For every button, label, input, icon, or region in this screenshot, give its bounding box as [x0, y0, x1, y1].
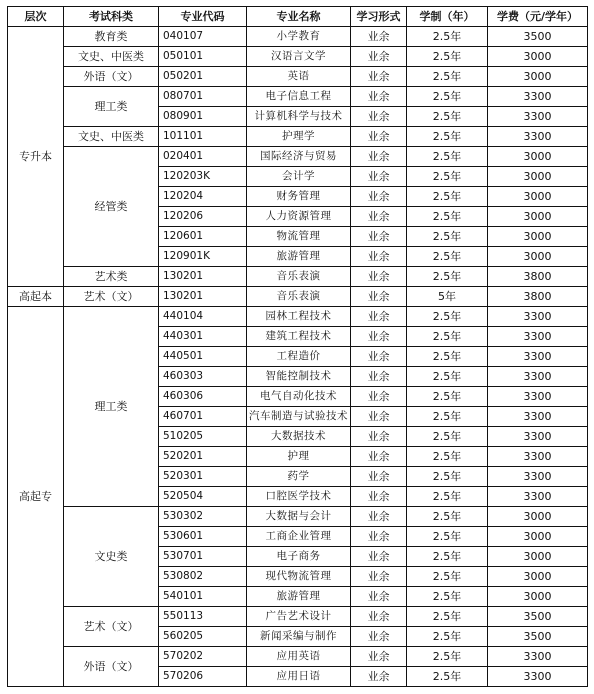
- tuition-cell: 3000: [488, 207, 588, 227]
- major-code-cell: 530601: [159, 527, 247, 547]
- tuition-cell: 3300: [488, 347, 588, 367]
- tuition-cell: 3000: [488, 187, 588, 207]
- study-mode-cell: 业余: [351, 87, 407, 107]
- tuition-cell: 3300: [488, 107, 588, 127]
- table-row: [8, 67, 588, 87]
- study-mode-cell: 业余: [351, 547, 407, 567]
- major-name-cell: 电子信息工程: [247, 87, 351, 107]
- major-name-cell: 工商企业管理: [247, 527, 351, 547]
- major-code-cell: 050101: [159, 47, 247, 67]
- major-name-cell: 电气自动化技术: [247, 387, 351, 407]
- study-mode-cell: 业余: [351, 167, 407, 187]
- header-major-code: 专业代码: [159, 7, 247, 27]
- duration-cell: 2.5年: [407, 307, 488, 327]
- major-name-cell: 人力资源管理: [247, 207, 351, 227]
- duration-cell: 2.5年: [407, 507, 488, 527]
- tuition-cell: 3000: [488, 227, 588, 247]
- major-code-cell: 520201: [159, 447, 247, 467]
- exam-category-cell: 教育类: [64, 27, 159, 47]
- major-name-cell: 现代物流管理: [247, 567, 351, 587]
- major-code-cell: 101101: [159, 127, 247, 147]
- major-code-cell: 540101: [159, 587, 247, 607]
- major-code-cell: 440501: [159, 347, 247, 367]
- tuition-cell: 3000: [488, 567, 588, 587]
- study-mode-cell: 业余: [351, 107, 407, 127]
- program-fee-table: [7, 6, 588, 687]
- duration-cell: 2.5年: [407, 647, 488, 667]
- major-name-cell: 音乐表演: [247, 287, 351, 307]
- tuition-cell: 3000: [488, 167, 588, 187]
- duration-cell: 2.5年: [407, 147, 488, 167]
- major-name-cell: 工程造价: [247, 347, 351, 367]
- program-table-container: [7, 6, 588, 687]
- duration-cell: 2.5年: [407, 387, 488, 407]
- table-row: [8, 507, 588, 527]
- study-mode-cell: 业余: [351, 67, 407, 87]
- study-mode-cell: 业余: [351, 187, 407, 207]
- study-mode-cell: 业余: [351, 267, 407, 287]
- header-duration: 学制（年）: [407, 7, 488, 27]
- major-code-cell: 510205: [159, 427, 247, 447]
- major-name-cell: 计算机科学与技术: [247, 107, 351, 127]
- table-row: [8, 607, 588, 627]
- table-row: [8, 647, 588, 667]
- level-cell: 高起专: [8, 307, 64, 687]
- header-major-name: 专业名称: [247, 7, 351, 27]
- study-mode-cell: 业余: [351, 467, 407, 487]
- header-row: [8, 7, 588, 27]
- study-mode-cell: 业余: [351, 567, 407, 587]
- major-code-cell: 020401: [159, 147, 247, 167]
- level-cell: 高起本: [8, 287, 64, 307]
- duration-cell: 2.5年: [407, 107, 488, 127]
- study-mode-cell: 业余: [351, 127, 407, 147]
- exam-category-cell: 经管类: [64, 147, 159, 267]
- duration-cell: 2.5年: [407, 47, 488, 67]
- major-code-cell: 520301: [159, 467, 247, 487]
- major-code-cell: 080901: [159, 107, 247, 127]
- major-name-cell: 药学: [247, 467, 351, 487]
- major-code-cell: 120206: [159, 207, 247, 227]
- major-code-cell: 440301: [159, 327, 247, 347]
- major-code-cell: 120204: [159, 187, 247, 207]
- exam-category-cell: 文史类: [64, 507, 159, 607]
- duration-cell: 2.5年: [407, 407, 488, 427]
- exam-category-cell: 文史、中医类: [64, 127, 159, 147]
- duration-cell: 2.5年: [407, 167, 488, 187]
- study-mode-cell: 业余: [351, 587, 407, 607]
- duration-cell: 2.5年: [407, 567, 488, 587]
- study-mode-cell: 业余: [351, 227, 407, 247]
- major-code-cell: 120601: [159, 227, 247, 247]
- tuition-cell: 3500: [488, 627, 588, 647]
- study-mode-cell: 业余: [351, 307, 407, 327]
- duration-cell: 2.5年: [407, 267, 488, 287]
- tuition-cell: 3300: [488, 427, 588, 447]
- major-name-cell: 汽车制造与试验技术: [247, 407, 351, 427]
- major-name-cell: 园林工程技术: [247, 307, 351, 327]
- duration-cell: 2.5年: [407, 247, 488, 267]
- study-mode-cell: 业余: [351, 427, 407, 447]
- major-name-cell: 智能控制技术: [247, 367, 351, 387]
- major-name-cell: 新闻采编与制作: [247, 627, 351, 647]
- exam-category-cell: 理工类: [64, 307, 159, 507]
- major-code-cell: 130201: [159, 287, 247, 307]
- major-name-cell: 大数据技术: [247, 427, 351, 447]
- header-study-mode: 学习形式: [351, 7, 407, 27]
- duration-cell: 2.5年: [407, 587, 488, 607]
- study-mode-cell: 业余: [351, 147, 407, 167]
- study-mode-cell: 业余: [351, 447, 407, 467]
- duration-cell: 5年: [407, 287, 488, 307]
- duration-cell: 2.5年: [407, 67, 488, 87]
- duration-cell: 2.5年: [407, 127, 488, 147]
- study-mode-cell: 业余: [351, 507, 407, 527]
- major-code-cell: 560205: [159, 627, 247, 647]
- duration-cell: 2.5年: [407, 87, 488, 107]
- duration-cell: 2.5年: [407, 227, 488, 247]
- study-mode-cell: 业余: [351, 627, 407, 647]
- study-mode-cell: 业余: [351, 347, 407, 367]
- table-row: [8, 47, 588, 67]
- major-code-cell: 040107: [159, 27, 247, 47]
- tuition-cell: 3300: [488, 407, 588, 427]
- major-name-cell: 旅游管理: [247, 587, 351, 607]
- tuition-cell: 3300: [488, 667, 588, 687]
- major-code-cell: 120203K: [159, 167, 247, 187]
- major-name-cell: 护理学: [247, 127, 351, 147]
- major-code-cell: 530701: [159, 547, 247, 567]
- major-code-cell: 080701: [159, 87, 247, 107]
- table-row: [8, 307, 588, 327]
- duration-cell: 2.5年: [407, 327, 488, 347]
- major-code-cell: 570202: [159, 647, 247, 667]
- table-body: [8, 27, 588, 687]
- exam-category-cell: 外语（文）: [64, 67, 159, 87]
- duration-cell: 2.5年: [407, 347, 488, 367]
- header-level: 层次: [8, 7, 64, 27]
- duration-cell: 2.5年: [407, 367, 488, 387]
- tuition-cell: 3300: [488, 467, 588, 487]
- duration-cell: 2.5年: [407, 627, 488, 647]
- major-name-cell: 会计学: [247, 167, 351, 187]
- exam-category-cell: 外语（文）: [64, 647, 159, 687]
- exam-category-cell: 艺术（文）: [64, 287, 159, 307]
- major-name-cell: 护理: [247, 447, 351, 467]
- tuition-cell: 3800: [488, 267, 588, 287]
- tuition-cell: 3300: [488, 647, 588, 667]
- major-code-cell: 570206: [159, 667, 247, 687]
- study-mode-cell: 业余: [351, 607, 407, 627]
- study-mode-cell: 业余: [351, 367, 407, 387]
- duration-cell: 2.5年: [407, 487, 488, 507]
- major-name-cell: 应用英语: [247, 647, 351, 667]
- major-code-cell: 120901K: [159, 247, 247, 267]
- study-mode-cell: 业余: [351, 387, 407, 407]
- tuition-cell: 3300: [488, 447, 588, 467]
- major-name-cell: 电子商务: [247, 547, 351, 567]
- major-name-cell: 广告艺术设计: [247, 607, 351, 627]
- tuition-cell: 3800: [488, 287, 588, 307]
- level-cell: 专升本: [8, 27, 64, 287]
- duration-cell: 2.5年: [407, 427, 488, 447]
- exam-category-cell: 艺术（文）: [64, 607, 159, 647]
- study-mode-cell: 业余: [351, 47, 407, 67]
- major-code-cell: 460303: [159, 367, 247, 387]
- header-exam-category: 考试科类: [64, 7, 159, 27]
- tuition-cell: 3300: [488, 487, 588, 507]
- major-name-cell: 音乐表演: [247, 267, 351, 287]
- tuition-cell: 3300: [488, 367, 588, 387]
- tuition-cell: 3000: [488, 147, 588, 167]
- tuition-cell: 3000: [488, 527, 588, 547]
- study-mode-cell: 业余: [351, 207, 407, 227]
- tuition-cell: 3300: [488, 387, 588, 407]
- duration-cell: 2.5年: [407, 527, 488, 547]
- tuition-cell: 3000: [488, 67, 588, 87]
- major-code-cell: 130201: [159, 267, 247, 287]
- major-name-cell: 旅游管理: [247, 247, 351, 267]
- table-row: [8, 147, 588, 167]
- header-tuition: 学费（元/学年）: [488, 7, 588, 27]
- study-mode-cell: 业余: [351, 287, 407, 307]
- duration-cell: 2.5年: [407, 447, 488, 467]
- duration-cell: 2.5年: [407, 467, 488, 487]
- duration-cell: 2.5年: [407, 667, 488, 687]
- major-name-cell: 口腔医学技术: [247, 487, 351, 507]
- tuition-cell: 3000: [488, 587, 588, 607]
- major-name-cell: 英语: [247, 67, 351, 87]
- exam-category-cell: 文史、中医类: [64, 47, 159, 67]
- table-row: [8, 127, 588, 147]
- major-code-cell: 530802: [159, 567, 247, 587]
- major-name-cell: 小学教育: [247, 27, 351, 47]
- study-mode-cell: 业余: [351, 487, 407, 507]
- tuition-cell: 3300: [488, 307, 588, 327]
- study-mode-cell: 业余: [351, 647, 407, 667]
- duration-cell: 2.5年: [407, 187, 488, 207]
- major-code-cell: 460701: [159, 407, 247, 427]
- major-code-cell: 440104: [159, 307, 247, 327]
- tuition-cell: 3500: [488, 607, 588, 627]
- exam-category-cell: 艺术类: [64, 267, 159, 287]
- tuition-cell: 3300: [488, 87, 588, 107]
- table-row: [8, 27, 588, 47]
- table-row: [8, 87, 588, 107]
- study-mode-cell: 业余: [351, 27, 407, 47]
- tuition-cell: 3000: [488, 47, 588, 67]
- major-name-cell: 汉语言文学: [247, 47, 351, 67]
- exam-category-cell: 理工类: [64, 87, 159, 127]
- study-mode-cell: 业余: [351, 527, 407, 547]
- table-row: [8, 287, 588, 307]
- major-name-cell: 财务管理: [247, 187, 351, 207]
- major-name-cell: 大数据与会计: [247, 507, 351, 527]
- major-name-cell: 物流管理: [247, 227, 351, 247]
- major-code-cell: 460306: [159, 387, 247, 407]
- major-code-cell: 520504: [159, 487, 247, 507]
- tuition-cell: 3000: [488, 247, 588, 267]
- duration-cell: 2.5年: [407, 27, 488, 47]
- study-mode-cell: 业余: [351, 667, 407, 687]
- duration-cell: 2.5年: [407, 607, 488, 627]
- tuition-cell: 3000: [488, 547, 588, 567]
- tuition-cell: 3300: [488, 127, 588, 147]
- major-code-cell: 550113: [159, 607, 247, 627]
- tuition-cell: 3000: [488, 507, 588, 527]
- study-mode-cell: 业余: [351, 247, 407, 267]
- tuition-cell: 3300: [488, 327, 588, 347]
- major-code-cell: 050201: [159, 67, 247, 87]
- major-name-cell: 国际经济与贸易: [247, 147, 351, 167]
- major-code-cell: 530302: [159, 507, 247, 527]
- major-name-cell: 应用日语: [247, 667, 351, 687]
- study-mode-cell: 业余: [351, 407, 407, 427]
- duration-cell: 2.5年: [407, 207, 488, 227]
- tuition-cell: 3500: [488, 27, 588, 47]
- duration-cell: 2.5年: [407, 547, 488, 567]
- study-mode-cell: 业余: [351, 327, 407, 347]
- major-name-cell: 建筑工程技术: [247, 327, 351, 347]
- table-row: [8, 267, 588, 287]
